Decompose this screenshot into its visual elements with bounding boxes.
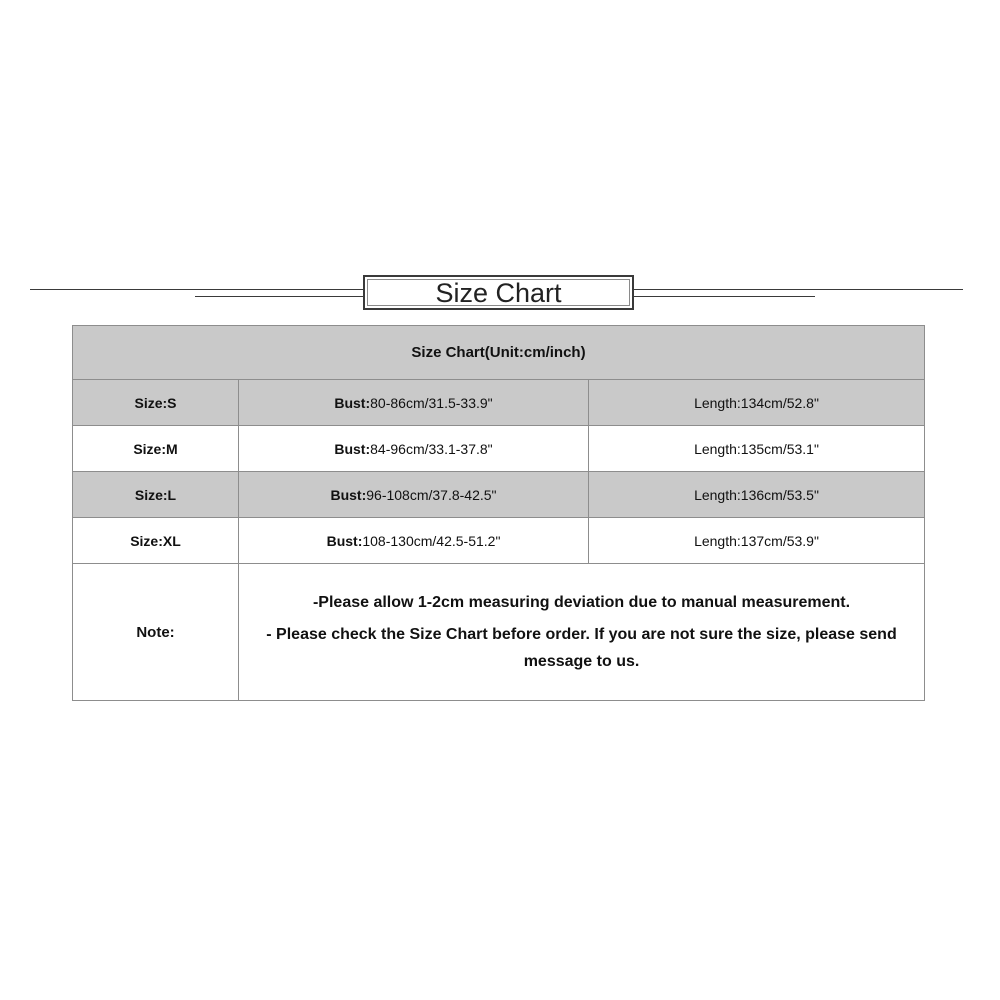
bust-value: 96-108cm/37.8-42.5" (366, 486, 497, 503)
rule-right-outer (634, 289, 963, 290)
length-value: 136cm/53.5" (740, 486, 819, 503)
table-row (73, 426, 925, 472)
bust-label: Bust: (330, 486, 367, 503)
length-label: Length: (694, 440, 741, 457)
length-label: Length: (694, 394, 741, 411)
length-label: Length: (694, 486, 741, 503)
size-table (72, 325, 925, 701)
bust-label: Bust: (326, 532, 363, 549)
length-cell (589, 472, 925, 518)
size-cell: Size:L (73, 472, 239, 518)
title-box (363, 275, 634, 310)
note-line-1: -Please allow 1-2cm measuring deviation due to manual measurement. (312, 594, 851, 611)
rule-left-outer (30, 289, 363, 290)
bust-value: 80-86cm/31.5-33.9" (370, 394, 493, 411)
bust-value: 108-130cm/42.5-51.2" (362, 532, 501, 549)
bust-cell (239, 518, 589, 564)
size-cell: Size:S (73, 380, 239, 426)
bust-label: Bust: (334, 394, 371, 411)
table-header-row (73, 326, 925, 380)
rule-right-inner (634, 296, 815, 297)
bust-value: 84-96cm/33.1-37.8" (370, 440, 493, 457)
bust-label: Bust: (334, 440, 371, 457)
length-value: 135cm/53.1" (740, 440, 819, 457)
length-cell (589, 518, 925, 564)
length-value: 134cm/52.8" (740, 394, 819, 411)
length-cell (589, 380, 925, 426)
bust-cell (239, 426, 589, 472)
rule-left-inner (195, 296, 363, 297)
table-row (73, 472, 925, 518)
table-row (73, 380, 925, 426)
bust-cell (239, 380, 589, 426)
note-content (239, 564, 925, 701)
size-cell: Size:XL (73, 518, 239, 564)
note-row (73, 564, 925, 701)
table-header: Size Chart(Unit:cm/inch) (73, 326, 925, 380)
length-cell (589, 426, 925, 472)
note-line-2: - Please check the Size Chart before order. If you are not sure the size, please send message to us. (266, 626, 897, 670)
bust-cell (239, 472, 589, 518)
length-label: Length: (694, 532, 741, 549)
page-title: Size Chart (435, 278, 562, 308)
note-label: Note: (73, 564, 239, 701)
length-value: 137cm/53.9" (740, 532, 819, 549)
table-row (73, 518, 925, 564)
size-cell: Size:M (73, 426, 239, 472)
